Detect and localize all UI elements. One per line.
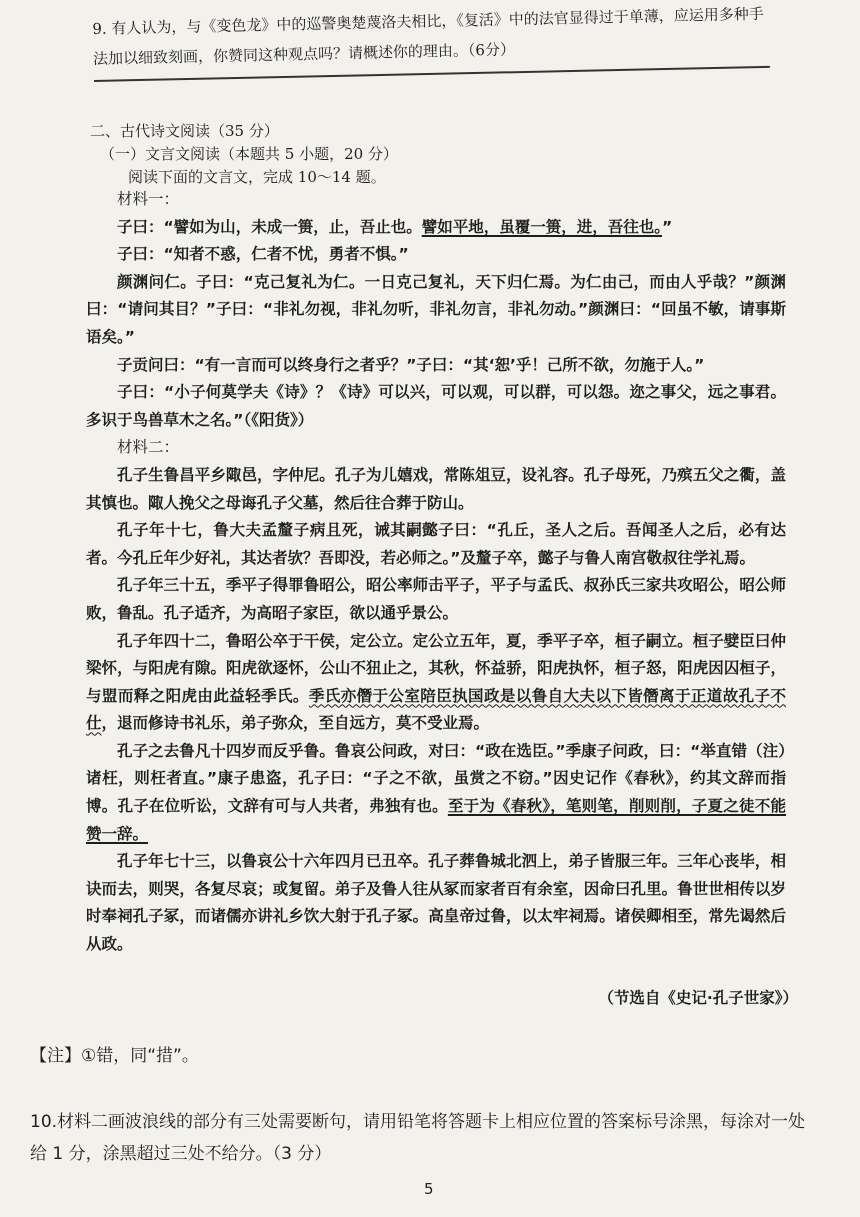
question-9: 9. 有人认为，与《变色龙》中的巡警奥楚蔑洛夫相比，《复活》中的法官显得过于单薄，应运用多种手法加以细致刻画，你赞同这种观点吗？请概述你的理由。（6分） [92, 4, 764, 68]
underlined-sentence-2: 至于为《春秋》，笔则笔，削则削，子夏之徒不能赞一辞。 [86, 797, 786, 843]
wavy-underlined-passage: 季氏亦僭于公室陪臣执国政是以鲁自大夫以下皆僭离于正道故孔子不仕 [86, 686, 786, 733]
material2-para-4 [86, 628, 786, 738]
question-10: 10.材料二画波浪线的部分有三处需要断句，请用铅笔将答题卡上相应位置的答案标号涂黑，每涂对一处给 1 分，涂黑超过三处不给分。（3 分） [30, 1112, 806, 1164]
m1-p1-text: 子曰：“譬如为山，未成一篑，止，吾止也。 [117, 217, 422, 236]
source-citation: （节选自《史记·孔子世家》） [598, 989, 798, 1007]
material1-para-3: 颜渊问仁。子曰：“克己复礼为仁。一日克己复礼，天下归仁焉。为仁由己，而由人乎哉？”颜渊曰：“请问其目？”子曰：“非礼勿视，非礼勿听，非礼勿言，非礼勿动。”颜渊曰：“回虽不敏，请事斯语矣。” [86, 272, 786, 346]
instruction: 阅读下面的文言文，完成 10～14 题。 [128, 168, 386, 186]
material2-para-1: 孔子生鲁昌平乡陬邑，字仲尼。孔子为儿嬉戏，常陈俎豆，设礼容。孔子母死，乃殡五父之衢，盖其慎也。陬人挽父之母诲孔子父墓，然后往合葬于防山。 [86, 465, 786, 512]
m2-p5-text: 孔子之去鲁凡十四岁而反乎鲁。鲁哀公问政，对曰：“政在选臣。”季康子问政，曰：“举直错（注）诸枉，则枉者直。”康子患盗，孔子曰：“子之不欲，虽赏之不窃。”因史记作《春秋》，约其文辞而指博。孔子在位听讼，文辞有可与人共者，弗独有也。 [86, 741, 786, 816]
page-number: 5 [424, 1180, 434, 1198]
material1-para-2: 子曰：“知者不惑，仁者不忧，勇者不惧。” [117, 245, 409, 264]
material1-para-5: 子曰：“小子何莫学夫《诗》？《诗》可以兴，可以观，可以群，可以怨。迩之事父，远之事君。多识于鸟兽草木之名。”（《阳货》） [86, 383, 786, 429]
m2-p4-text: 孔子年四十二，鲁昭公卒于干侯，定公立。定公立五年，夏，季平子卒，桓子嗣立。桓子嬖臣曰仲梁怀，与阳虎有隙。阳虎欲逐怀，公山不狃止之，其秋，怀益骄，阳虎执怀，桓子怒，阳虎因囚桓子，与盟而释之阳虎由此益轻季氏。 [86, 631, 786, 705]
subsection-title: （一）文言文阅读（本题共 5 小题，20 分） [100, 145, 398, 163]
annotation-note: 【注】①错，同“措”。 [30, 1046, 199, 1066]
m1-p1-close: ” [661, 217, 673, 236]
material1-label: 材料一： [117, 190, 180, 208]
material2-para-2: 孔子年十七，鲁大夫孟釐子病且死，诫其嗣懿子曰：“孔丘，圣人之后。吾闻圣人之后，必有达者。今孔丘年少好礼，其达者欤？吾即没，若必师之。”及釐子卒，懿子与鲁人南宫敬叔往学礼焉。 [86, 521, 786, 567]
material1-para-1 [86, 214, 786, 242]
passage-body [86, 186, 786, 959]
underlined-sentence-1: 譬如平地，虽覆一篑，进，吾往也。 [421, 217, 662, 236]
material2-label: 材料二： [117, 438, 180, 457]
material2-para-3: 孔子年三十五，季平子得罪鲁昭公，昭公率师击平子，平子与孟氏、叔孙氏三家共攻昭公，昭公师败，鲁乱。孔子适齐，为高昭子家臣，欲以通乎景公。 [86, 576, 786, 622]
material2-para-5 [86, 738, 786, 848]
material1-para-4: 子贡问曰：“有一言而可以终身行之者乎？”子曰：“其‘恕’乎！己所不欲，勿施于人。” [117, 355, 705, 374]
m2-p4-rest: ，退而修诗书礼乐，弟子弥众，至自远方，莫不受业焉。 [101, 714, 490, 733]
material2-para-6: 孔子年七十三，以鲁哀公十六年四月已丑卒。孔子葬鲁城北泗上，弟子皆服三年。三年心丧毕，相诀而去，则哭，各复尽哀；或复留。弟子及鲁人往从冢而家者百有余室，因命曰孔里。鲁世世相传以岁时奉祠孔子冢，而诸儒亦讲礼乡饮大射于孔子冢。高皇帝过鲁，以太牢祠焉。诸侯卿相至，常先谒然后从政。 [86, 852, 786, 954]
section-title: 二、古代诗文阅读（35 分） [90, 122, 279, 140]
